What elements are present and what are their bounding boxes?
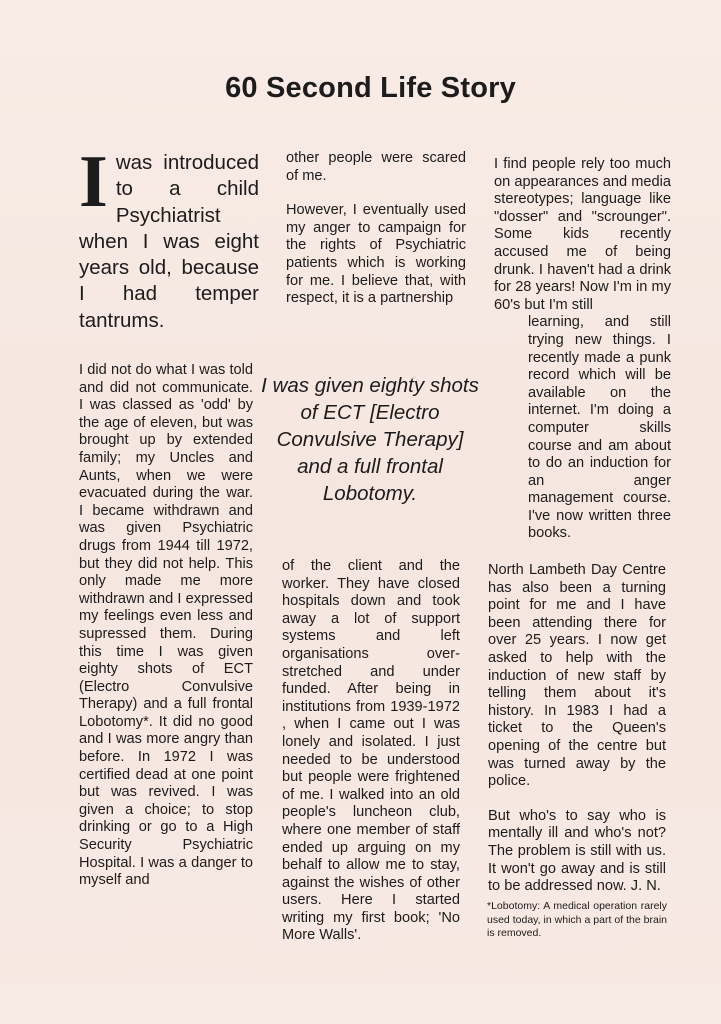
column-3-para-1: I find people rely too much on appearances and media stereotypes; language like "dosser" and "scrounger". Some kids recently accused me of being drunk. I haven't had a drink for 28 years! Now I'm in my 60's but I'm still — [494, 156, 671, 313]
article-title: 60 Second Life Story — [225, 72, 516, 104]
column-2-top — [286, 150, 466, 308]
footnote: *Lobotomy: A medical operation rarely used today, in which a part of the brain is removed. — [487, 900, 667, 939]
column-3-top — [494, 156, 671, 543]
column-2-para-1: other people were scared of me. — [286, 150, 466, 184]
column-3-bottom — [488, 562, 666, 896]
column-2-para-3: of the client and the worker. They have closed hospitals down and took away a lot of support systems and left organisations over-stretched and under funded. After being in institutions from 1939-1972 , when I came out I was lonely and isolated. I just needed to be understood but people were frightened of me. I walked into an old people's luncheon club, where one member of staff ended up arguing on my behalf to allow me to stay, against the wishes of other users. Here I started writing my first book; 'No More Walls'. — [282, 558, 460, 944]
column-1-text: I did not do what I was told and did not communicate. I was classed as 'odd' by the age of eleven, but was brought up by extended family; my Uncles and Aunts, when we were evacuated during the war. I became withdrawn and was given Psychiatric drugs from 1944 till 1972, but they did not help. This only made me more withdrawn and I expressed my feelings even less and supressed them. During this time I was given eighty shots of ECT (Electro Convulsive Therapy) and a full frontal Lobotomy*. It did no good and I was more angry than before. In 1972 I was certified dead at one point but was revived. I was given a choice; to stop drinking or go to a High Security Psychiatric Hospital. I was a danger to myself and — [79, 362, 253, 889]
column-2-bottom — [282, 558, 460, 945]
column-3-para-1-cont: learning, and still trying new things. I recently made a punk record which will be available on the internet. I'm doing a computer skills course and am about to do an induction for an anger management course. I've now written three books. — [528, 314, 671, 542]
column-2-para-2: However, I eventually used my anger to campaign for the rights of Psychiatric patients which is working for me. I believe that, with respect, it is a partnership — [286, 202, 466, 307]
intro-paragraph — [79, 141, 259, 334]
column-1-body — [79, 362, 253, 890]
column-3-para-3: But who's to say who is mentally ill and who's not? The problem is still with us. It won't go away and is still to be addressed now. J. N. — [488, 807, 666, 895]
drop-cap: I — [79, 141, 108, 223]
intro-text: was introduced to a child Psychiatrist when I was eight years old, because I had temper tantrums. — [79, 151, 259, 332]
column-3-para-2: North Lambeth Day Centre has also been a turning point for me and I have been attending there for over 25 years. I now get asked to help with the induction of new staff by telling them about it's history. In 1983 I had a ticket to the Queen's opening of the centre but was turned away by the police. — [488, 562, 666, 790]
pull-quote: I was given eighty shots of ECT [Electro Convulsive Therapy] and a full frontal Lobotomy. — [261, 374, 479, 505]
